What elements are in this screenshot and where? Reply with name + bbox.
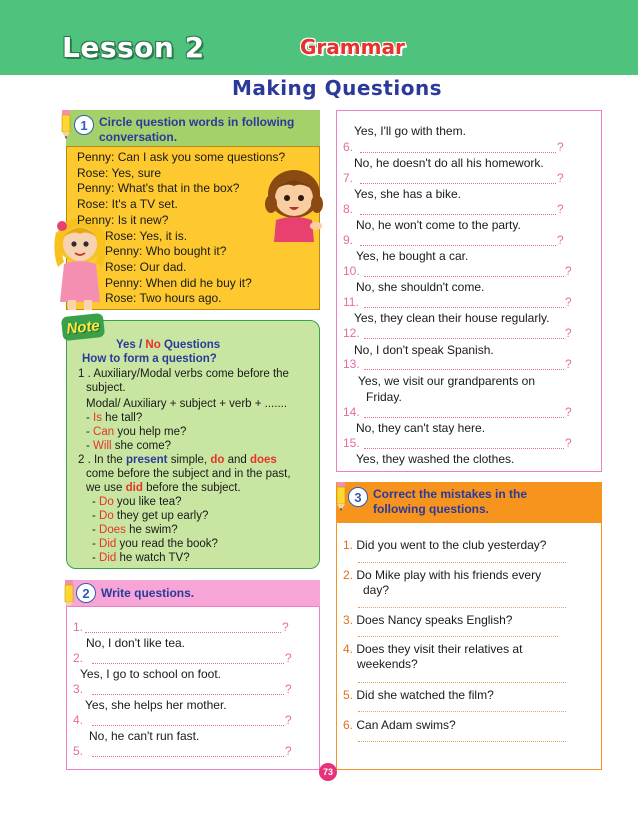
given-answer: No, he doesn't do all his homework. (354, 156, 544, 170)
subject-label: Grammar (300, 35, 405, 59)
question-number: 6. (343, 140, 354, 154)
mistake-item: 6. Can Adam swims? (343, 718, 456, 732)
note-example: - Did he watch TV? (92, 552, 190, 564)
answer-line[interactable] (92, 694, 284, 695)
mistake-item: 4. Does they visit their relatives at (343, 642, 523, 656)
given-answer: No, he can't run fast. (89, 729, 200, 743)
mistake-item: 1. Did you went to the club yesterday? (343, 538, 547, 552)
question-number: 2. (73, 651, 84, 665)
given-answer: No, I don't like tea. (86, 636, 186, 650)
answer-line[interactable] (360, 183, 556, 184)
answer-line[interactable] (364, 417, 564, 418)
question-mark: ? (557, 171, 564, 185)
note-example: - Will she come? (86, 440, 172, 452)
note-example: - Did you read the book? (92, 538, 218, 550)
question-number: 11. (343, 295, 359, 309)
question-mark: ? (565, 357, 572, 371)
conversation-line: Rose: Our dad. (105, 259, 187, 274)
answer-line[interactable] (92, 725, 284, 726)
given-answer: No, she shouldn't come. (356, 280, 485, 294)
conversation-line: Penny: What's that in the box? (77, 181, 240, 196)
lesson-title: Lesson 2 (62, 31, 205, 64)
note-how: How to form a question? (82, 353, 217, 365)
section3-heading (348, 487, 558, 517)
question-number: 3. (73, 682, 84, 696)
question-mark: ? (565, 326, 572, 340)
question-mark: ? (282, 620, 289, 634)
question-number: 4. (73, 713, 84, 727)
mistake-item: 2. Do Mike play with his friends every (343, 568, 542, 582)
question-number: 10. (343, 264, 360, 278)
answer-line[interactable] (364, 448, 564, 449)
question-mark: ? (285, 651, 292, 665)
correction-line[interactable] (358, 682, 566, 683)
given-answer: Yes, I'll go with them. (354, 124, 466, 138)
answer-line[interactable] (364, 276, 564, 277)
page-title: Making Questions (232, 76, 443, 100)
note-rule2-cont: we use did before the subject. (86, 482, 241, 494)
correction-line[interactable] (358, 711, 566, 712)
answer-line[interactable] (92, 663, 284, 664)
note-rule1-cont: subject. (86, 382, 126, 394)
correction-line[interactable] (358, 562, 566, 563)
question-number: 9. (343, 233, 354, 247)
given-answer: Yes, she helps her mother. (85, 698, 227, 712)
pencil-icon (59, 110, 73, 140)
given-answer: Yes, they washed the clothes. (356, 452, 515, 466)
section2-number: 2 (76, 583, 96, 603)
question-number: 15. (343, 436, 360, 450)
question-mark: ? (557, 202, 564, 216)
answer-line[interactable] (364, 369, 564, 370)
question-number: 7. (343, 171, 354, 185)
note-example: - Is he tall? (86, 412, 143, 424)
question-number: 12. (343, 326, 360, 340)
correction-line[interactable] (358, 741, 566, 742)
answer-line[interactable] (364, 307, 564, 308)
question-number: 1. (73, 620, 84, 634)
question-number: 13. (343, 357, 360, 371)
given-answer: No, I don't speak Spanish. (354, 343, 494, 357)
answer-line[interactable] (360, 152, 556, 153)
question-mark: ? (285, 682, 292, 696)
note-formula: Modal/ Auxiliary + subject + verb + ....... (86, 398, 288, 410)
conversation-line: Penny: Who bought it? (105, 244, 227, 259)
conversation-line: Rose: It's a TV set. (77, 197, 178, 212)
conversation-line: Penny: Is it new? (77, 212, 169, 227)
note-example: - Does he swim? (92, 524, 178, 536)
note-example: - Do you like tea? (92, 496, 182, 508)
conversation-line: Rose: Two hours ago. (105, 291, 222, 306)
question-number: 14. (343, 405, 360, 419)
question-mark: ? (565, 264, 572, 278)
pencil-icon (334, 482, 348, 512)
given-answer: No, he won't come to the party. (356, 218, 521, 232)
given-answer: Yes, they clean their house regularly. (354, 311, 550, 325)
section1-instruction: Circle question words in following conversation. (99, 115, 295, 144)
girl-penny-illustration (262, 160, 326, 244)
answer-line[interactable] (364, 338, 564, 339)
given-answer: Yes, she has a bike. (354, 187, 461, 201)
question-mark: ? (285, 744, 292, 758)
note-example: - Can you help me? (86, 426, 187, 438)
answer-line[interactable] (85, 632, 281, 633)
question-number: 8. (343, 202, 354, 216)
section2-heading (76, 583, 194, 603)
answer-line[interactable] (92, 756, 284, 757)
question-mark: ? (285, 713, 292, 727)
question-number: 5. (73, 744, 84, 758)
conversation-line: Penny: Can I ask you some questions? (77, 150, 286, 164)
answer-line[interactable] (360, 214, 556, 215)
section3-instruction: Correct the mistakes in the following questions. (373, 487, 528, 516)
mistake-item-cont: weekends? (357, 657, 418, 671)
section1-number: 1 (74, 115, 94, 135)
given-answer: Yes, he bought a car. (356, 249, 469, 263)
given-answer: No, they can't stay here. (356, 421, 486, 435)
mistake-item-cont: day? (363, 583, 390, 597)
given-answer: Yes, we visit our grandparents on (358, 374, 535, 388)
question-mark: ? (557, 140, 564, 154)
note-rule2: 2 . In the present simple, do and does (78, 454, 277, 466)
question-mark: ? (565, 405, 572, 419)
question-mark: ? (565, 295, 572, 309)
correction-line[interactable] (358, 607, 566, 608)
mistake-item: 5. Did she watched the film? (343, 688, 494, 702)
conversation-line: Rose: Yes, it is. (105, 228, 188, 243)
conversation-line: Penny: When did he buy it? (105, 275, 252, 290)
page-number: 73 (319, 763, 337, 781)
correction-line[interactable] (358, 636, 558, 637)
answer-line[interactable] (360, 245, 556, 246)
mistake-item: 3. Does Nancy speaks English? (343, 613, 513, 627)
note-title: Yes / No Questions (116, 339, 221, 351)
section1-heading (74, 115, 314, 145)
section3-number: 3 (348, 487, 368, 507)
note-rule1: 1 . Auxiliary/Modal verbs come before the (78, 368, 289, 380)
note-badge: Note (61, 313, 105, 341)
conversation-line: Rose: Yes, sure (77, 165, 162, 180)
question-mark: ? (557, 233, 564, 247)
given-answer: Yes, I go to school on foot. (80, 667, 221, 681)
note-rule2-cont: come before the subject and in the past, (86, 468, 291, 480)
given-answer: Friday. (366, 390, 402, 404)
section2-instruction: Write questions. (101, 586, 195, 600)
note-example: - Do they get up early? (92, 510, 209, 522)
question-mark: ? (565, 436, 572, 450)
